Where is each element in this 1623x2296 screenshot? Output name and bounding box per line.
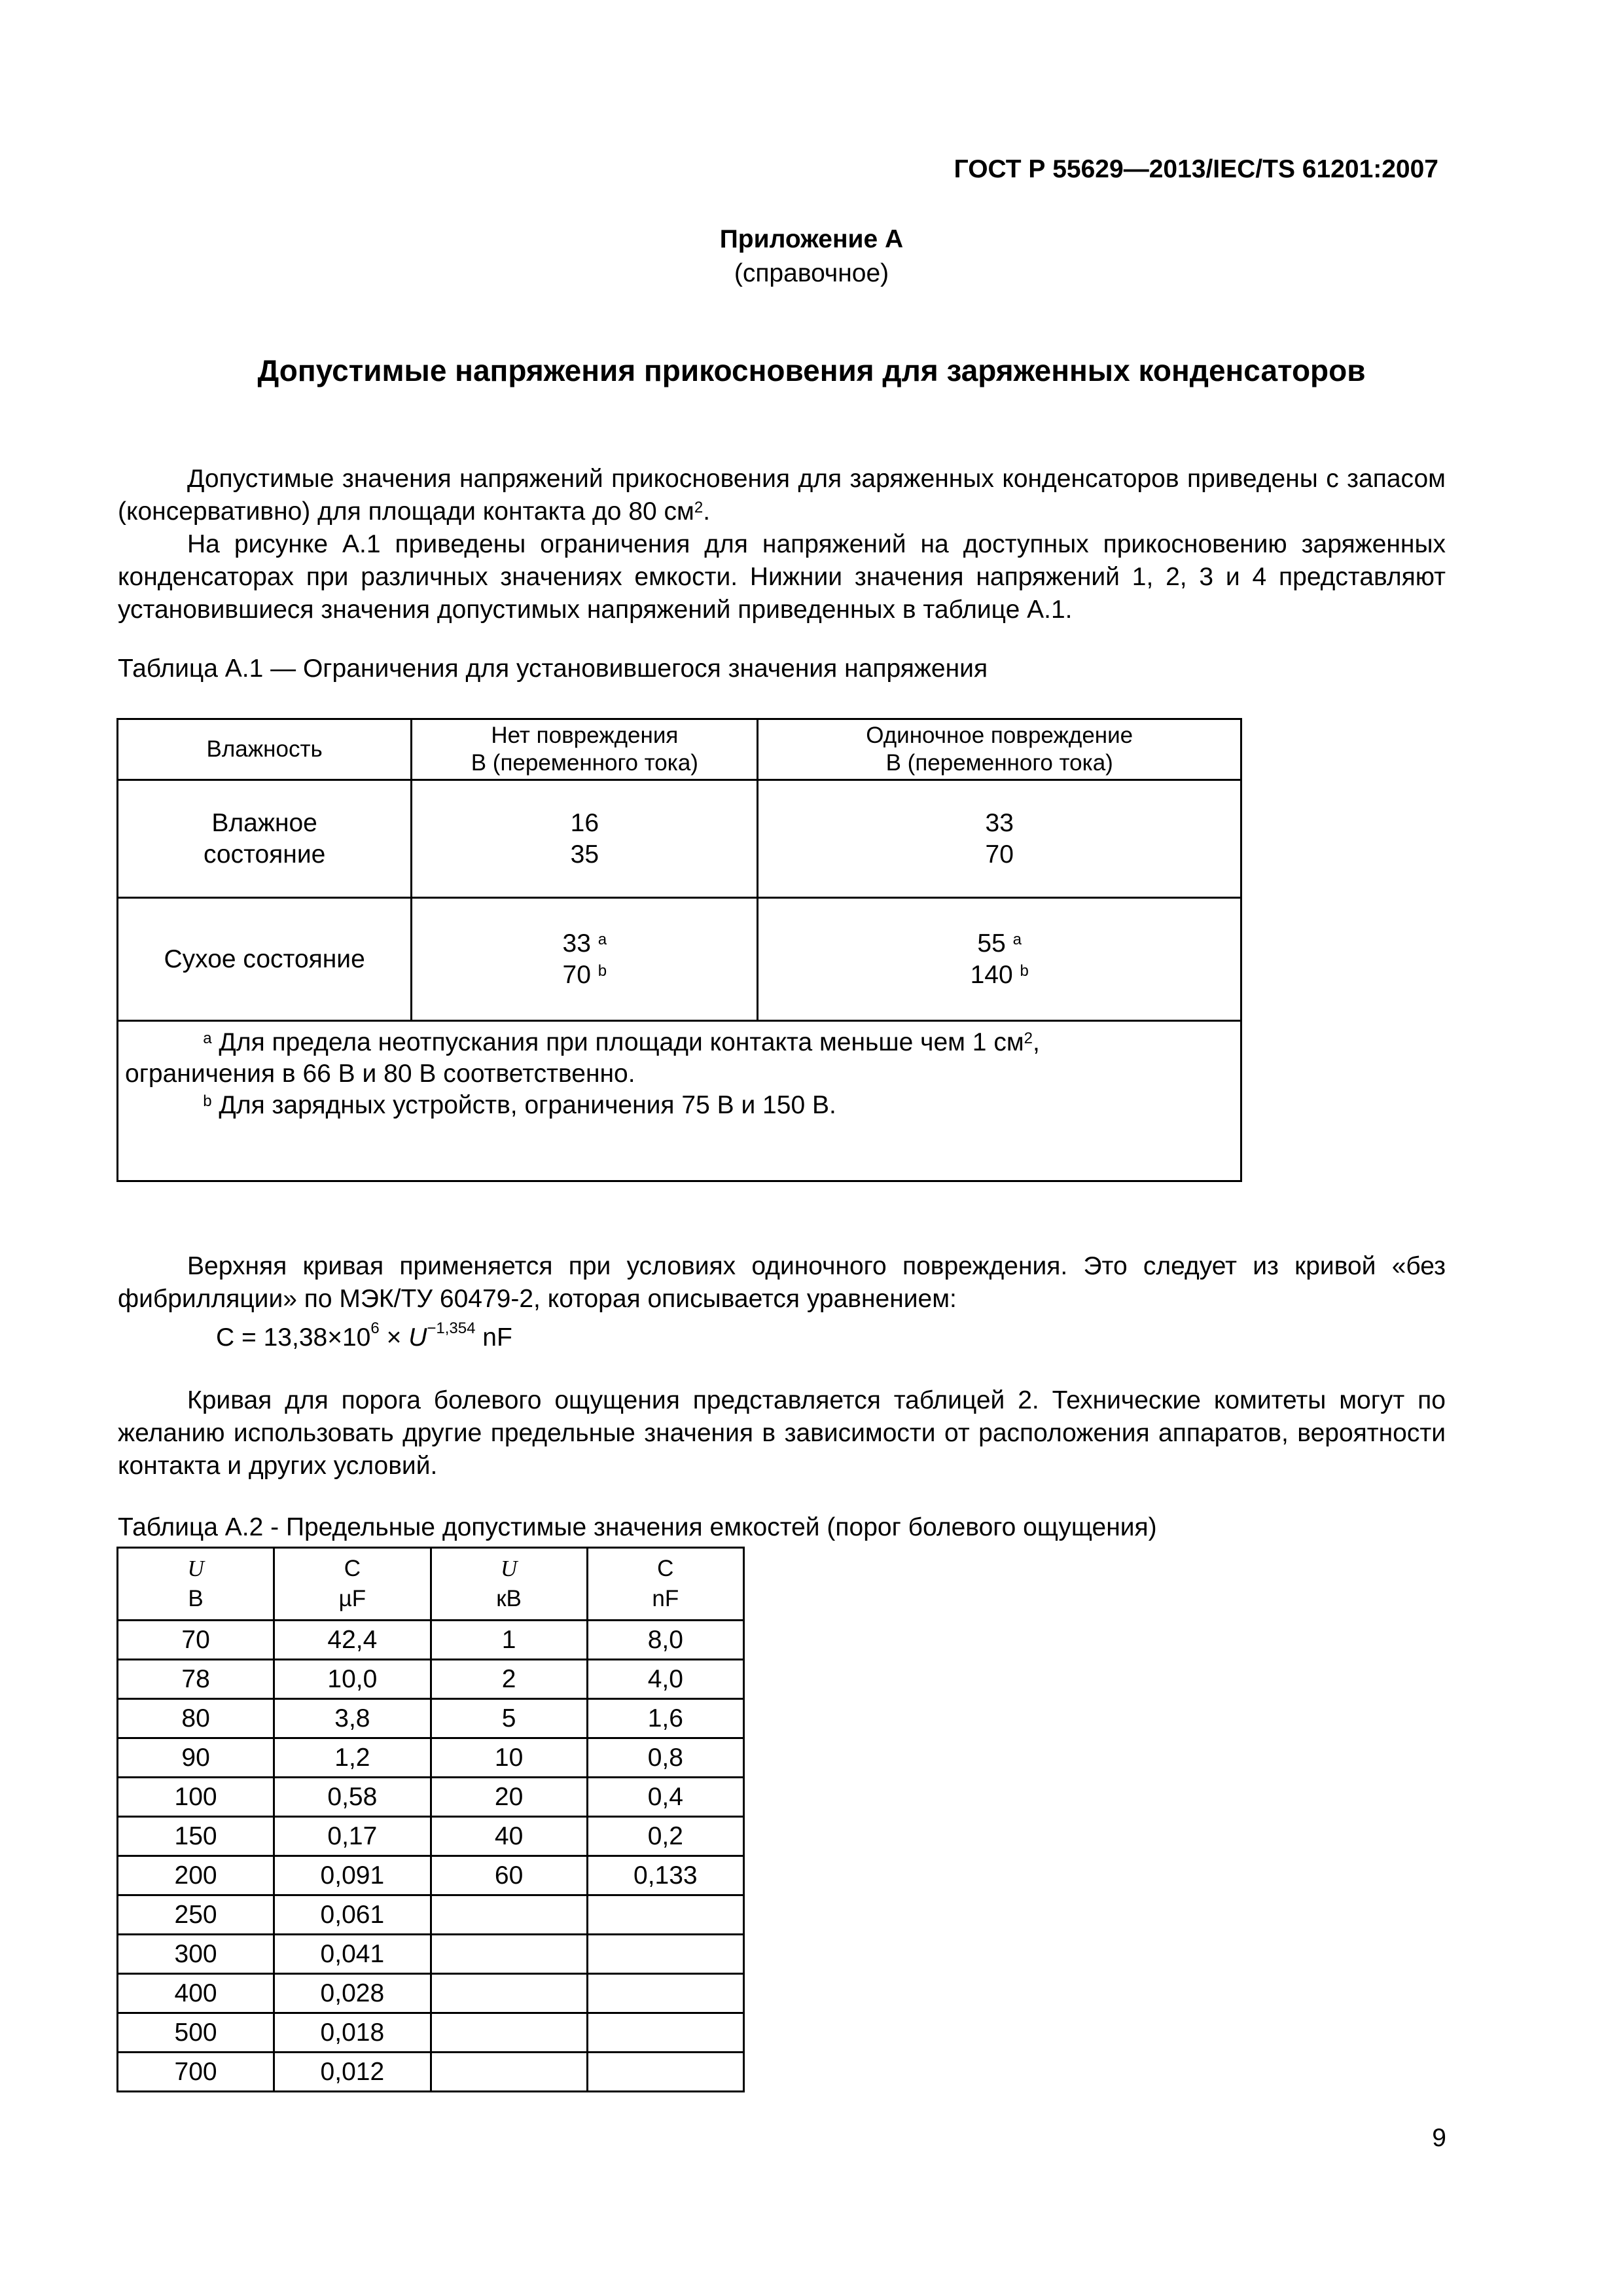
cell-line: Влажное — [211, 808, 317, 837]
header-c-uf — [274, 1548, 431, 1621]
table-cell: 40 — [431, 1817, 587, 1856]
table-cell: 0,133 — [587, 1856, 743, 1895]
table-cell: 700 — [118, 2053, 274, 2092]
table-cell: 500 — [118, 2013, 274, 2053]
table-cell: 0,012 — [274, 2053, 431, 2092]
cell-value: 33 — [562, 929, 591, 958]
table-cell: 1,2 — [274, 1738, 431, 1778]
annex-title: Приложение А — [719, 225, 904, 253]
header-no-damage — [412, 719, 758, 780]
table-row — [118, 1817, 744, 1856]
table-cell — [431, 2013, 587, 2053]
note-b — [125, 1090, 1234, 1121]
table-cell — [587, 1935, 743, 1974]
table-row — [118, 1699, 744, 1738]
table-row — [118, 1660, 744, 1699]
intro-p1-text: Допустимые значения напряжений прикосновения для заряженных конденсаторов приведены с запасом (консервативно) для площади контакта до 80 см — [118, 465, 1446, 526]
table-cell: 0,2 — [587, 1817, 743, 1856]
cell-line — [758, 928, 1240, 960]
cell-value: 140 — [970, 960, 1013, 989]
table-cell: 0,018 — [274, 2013, 431, 2053]
table-cell — [431, 1974, 587, 2013]
cell-line: 70 — [985, 840, 1014, 869]
table2-caption: Таблица А.2 - Предельные допустимые значения емкостей (порог болевого ощущения) — [118, 1513, 1157, 1541]
formula-exponent: 6 — [370, 1319, 380, 1337]
table-cell — [431, 1895, 587, 1935]
cell-value: 70 — [562, 960, 591, 989]
note-text: Для зарядных устройств, ограничения 75 В и 150 В. — [219, 1091, 836, 1119]
footnote-mark: b — [597, 961, 607, 980]
table-cell: 80 — [118, 1699, 274, 1738]
table-header-row — [118, 719, 1241, 780]
formula-variable: U — [408, 1323, 427, 1352]
footnote-mark: a — [1012, 930, 1022, 948]
table-cell: 2 — [431, 1660, 587, 1699]
table-cell: 100 — [118, 1778, 274, 1817]
cell-state: Сухое состояние — [118, 898, 412, 1021]
table-cell: 400 — [118, 1974, 274, 2013]
table-cell: 10 — [431, 1738, 587, 1778]
formula-operator: × — [379, 1323, 409, 1352]
header-line: Нет повреждения — [491, 723, 679, 748]
table-cell: 1 — [431, 1621, 587, 1660]
table-cell: 70 — [118, 1621, 274, 1660]
table-cell: 4,0 — [587, 1660, 743, 1699]
header-u-kv — [431, 1548, 587, 1621]
table-cell: 0,041 — [274, 1935, 431, 1974]
table-row — [118, 1621, 744, 1660]
formula-exponent: −1,354 — [427, 1319, 476, 1337]
table-notes — [118, 1021, 1241, 1181]
cell-value: 55 — [977, 929, 1006, 958]
formula-unit: nF — [475, 1323, 512, 1352]
cell-line: 33 — [985, 808, 1014, 837]
header-unit: µF — [338, 1586, 366, 1611]
table1-caption: Таблица А.1 — Ограничения для установившегося значения напряжения — [118, 655, 988, 683]
cell-line — [758, 960, 1240, 991]
table-cell: 200 — [118, 1856, 274, 1895]
table-cell — [431, 2053, 587, 2092]
table-cell: 20 — [431, 1778, 587, 1817]
paragraph-3 — [118, 1250, 1446, 1316]
footnote-mark: a — [597, 930, 607, 948]
footnote-mark: a — [203, 1030, 212, 1047]
table-cell — [587, 1895, 743, 1935]
main-title: Допустимые напряжения прикосновения для заряженных конденсаторов — [257, 353, 1366, 387]
table-cell: 1,6 — [587, 1699, 743, 1738]
table-cell: 0,8 — [587, 1738, 743, 1778]
cell-no-damage — [412, 898, 758, 1021]
table-row — [118, 898, 1241, 1021]
table-cell: 150 — [118, 1817, 274, 1856]
table2-body — [118, 1621, 744, 2092]
table2 — [116, 1547, 745, 2092]
table-cell: 300 — [118, 1935, 274, 1974]
table-row — [118, 1738, 744, 1778]
formula — [216, 1319, 512, 1352]
note-text: Для предела неотпускания при площади контакта меньше чем 1 см — [219, 1028, 1024, 1056]
formula-lhs: C = 13,38×10 — [216, 1323, 371, 1352]
cell-state — [118, 780, 412, 898]
intro-paragraph-2: На рисунке А.1 приведены ограничения для напряжений на доступных прикосновению заряженных конденсаторах при различных значениях емкости. Нижнии значения напряжений 1, 2, 3 и 4 представляют установившиеся значения допустимых напряжений приведенных в таблице А.1. — [118, 530, 1446, 624]
header-symbol: U — [187, 1556, 204, 1581]
header-humidity: Влажность — [118, 719, 412, 780]
cell-single-damage — [758, 898, 1241, 1021]
table-row — [118, 1974, 744, 2013]
note-text: , — [1033, 1028, 1040, 1056]
table-cell: 42,4 — [274, 1621, 431, 1660]
table-cell: 3,8 — [274, 1699, 431, 1738]
header-unit: кВ — [496, 1586, 522, 1611]
cell-line — [412, 960, 757, 991]
table-cell: 8,0 — [587, 1621, 743, 1660]
table-cell — [587, 2013, 743, 2053]
table-row — [118, 2053, 744, 2092]
table-cell: 0,17 — [274, 1817, 431, 1856]
cell-line: 35 — [570, 840, 599, 869]
paragraph-4 — [118, 1384, 1446, 1482]
paragraph-3-text: Верхняя кривая применяется при условиях одиночного повреждения. Это следует из кривой «без фибрилляции» по МЭК/ТУ 60479-2, которая описывается уравнением: — [118, 1252, 1446, 1313]
table-row — [118, 780, 1241, 898]
table-header-row — [118, 1548, 744, 1621]
table-cell: 60 — [431, 1856, 587, 1895]
superscript: 2 — [694, 499, 704, 516]
header-unit: nF — [652, 1586, 679, 1611]
header-symbol: C — [344, 1556, 361, 1581]
table-row — [118, 2013, 744, 2053]
table-row — [118, 1935, 744, 1974]
header-line: В (переменного тока) — [471, 750, 698, 776]
cell-no-damage — [412, 780, 758, 898]
note-a-line2: ограничения в 66 В и 80 В соответственно. — [125, 1060, 635, 1088]
header-single-damage — [758, 719, 1241, 780]
intro-p1-end: . — [703, 497, 711, 526]
table-cell — [587, 1974, 743, 2013]
table-row — [118, 1778, 744, 1817]
header-symbol: U — [500, 1556, 518, 1581]
footnote-mark: b — [1020, 961, 1029, 980]
table-row — [118, 1895, 744, 1935]
table-cell: 0,091 — [274, 1856, 431, 1895]
table-row — [118, 1856, 744, 1895]
header-unit: В — [188, 1586, 204, 1611]
table-cell: 10,0 — [274, 1660, 431, 1699]
table-cell: 78 — [118, 1660, 274, 1699]
header-c-nf — [587, 1548, 743, 1621]
cell-line — [412, 928, 757, 960]
table-cell: 0,061 — [274, 1895, 431, 1935]
header-symbol: C — [657, 1556, 674, 1581]
cell-line: 16 — [570, 808, 599, 837]
cell-single-damage — [758, 780, 1241, 898]
footnote-mark: b — [203, 1092, 212, 1110]
page-number: 9 — [1432, 2124, 1446, 2152]
header-u-v — [118, 1548, 274, 1621]
table-cell: 0,028 — [274, 1974, 431, 2013]
table-cell — [587, 2053, 743, 2092]
standard-header: ГОСТ Р 55629—2013/IEC/TS 61201:2007 — [954, 155, 1438, 183]
table-cell: 5 — [431, 1699, 587, 1738]
table1 — [116, 718, 1242, 1182]
table-cell — [431, 1935, 587, 1974]
cell-line: состояние — [203, 840, 326, 869]
intro-paragraph-1 — [118, 463, 1446, 528]
table-cell: 0,58 — [274, 1778, 431, 1817]
header-line: В (переменного тока) — [885, 750, 1113, 776]
annex-type: (справочное) — [734, 259, 889, 287]
intro-text — [118, 463, 1446, 626]
table-notes-row — [118, 1021, 1241, 1181]
header-line: Одиночное повреждение — [866, 723, 1133, 748]
paragraph-4-text: Кривая для порога болевого ощущения представляется таблицей 2. Технические комитеты могут по желанию использовать другие предельные значения в зависимости от расположения аппаратов, вероятности контакта и других условий. — [118, 1386, 1446, 1480]
superscript: 2 — [1024, 1030, 1033, 1047]
table-cell: 250 — [118, 1895, 274, 1935]
note-a — [125, 1027, 1234, 1058]
table-cell: 90 — [118, 1738, 274, 1778]
table-cell: 0,4 — [587, 1778, 743, 1817]
